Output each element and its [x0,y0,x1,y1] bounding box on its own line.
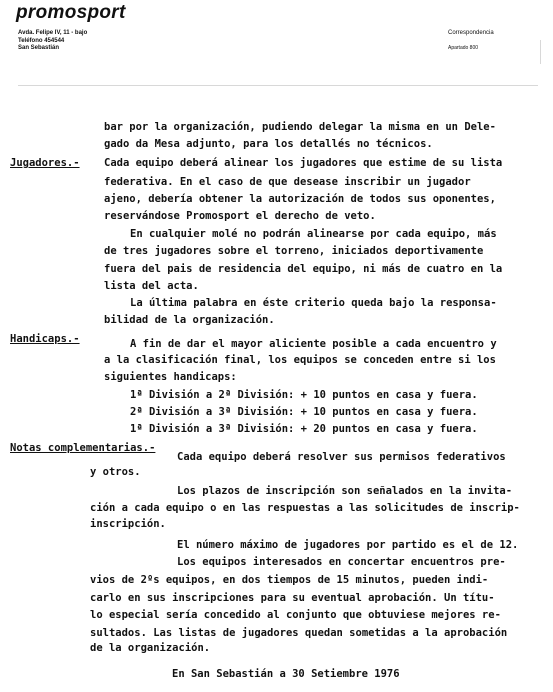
jugadores-line: lista del acta. [104,280,199,292]
intro-line: bar por la organización, pudiendo delegar la misma en un Dele- [104,121,496,133]
jugadores-line: Cada equipo deberá alinear los jugadores que estime de su lista [104,157,503,169]
letterhead-address [18,30,87,53]
address-line: San Sebastián [18,45,60,51]
notas-line: ción a cada equipo o en las respuestas a las solicitudes de inscrip- [90,502,520,514]
correspondence-block [448,30,494,52]
address-line: Avda. Felipe IV, 11 - bajo [18,30,88,36]
handicaps-line: A fin de dar el mayor aliciente posible a cada encuentro y [130,338,497,350]
handicaps-line: 1ª División a 2ª División: + 10 puntos en casa y fuera. [130,389,478,401]
notas-line: Cada equipo deberá resolver sus permisos federativos [177,451,506,463]
section-heading-handicaps: Handicaps.- [10,333,80,345]
notas-line: lo especial sería concedido al conjunto que obtuviese mejores re- [90,609,501,621]
notas-line: y otros. [90,466,141,478]
notas-line: vios de 2ºs equipos, en dos tiempos de 15 minutos, pueden indi- [90,574,489,586]
handicaps-line: 1ª División a 3ª División: + 20 puntos en casa y fuera. [130,423,478,435]
correspondence-label: Correspondencia [448,30,494,36]
jugadores-line: bilidad de la organización. [104,314,275,326]
notas-line: de la organización. [90,642,211,654]
notas-line: Los equipos interesados en concertar encuentros pre- [177,556,506,568]
handicaps-line: 2ª División a 3ª División: + 10 puntos en casa y fuera. [130,406,478,418]
jugadores-line: federativa. En el caso de que desease inscribir un jugador [104,176,471,188]
section-heading-jugadores: Jugadores.- [10,157,80,169]
jugadores-line: de tres jugadores sobre el torreno, iniciados deportivamente [104,245,484,257]
notas-line: carlo en sus inscripciones para su eventual aprobación. Un títu- [90,592,495,604]
section-heading-notas: Notas complementarias.- [10,442,156,454]
intro-line: gado da Mesa adjunto, para los detallés no técnicos. [104,138,433,150]
jugadores-line: ajeno, debería obtener la autorización de todos sus oponentes, [104,193,496,205]
promosport-logo: promosport [16,2,126,23]
handicaps-line: a la clasificación final, los equipos se conceden entre si los [104,354,496,366]
notas-line: inscripción. [90,518,166,530]
jugadores-line: fuera del pais de residencia del equipo, ni más de cuatro en la [104,263,503,275]
jugadores-line: La última palabra en éste criterio queda bajo la responsa- [130,297,497,309]
notas-line: El número máximo de jugadores por partido es el de 12. [177,539,519,551]
notas-line: sultados. Las listas de jugadores quedan sometidas a la aprobación [90,627,508,639]
jugadores-line: reservándose Promosport el derecho de veto. [104,210,376,222]
closing-line: En San Sebastián a 30 Setiembre 1976 [172,668,400,680]
notas-line: Los plazos de inscripción son señalados en la invita- [177,485,513,497]
correspondence-sub: Apartado 800 [448,44,479,51]
handicaps-line: siguientes handicaps: [104,371,237,383]
header-rule [18,85,538,86]
corner-rule [540,40,541,64]
jugadores-line: En cualquier molé no podrán alinearse por cada equipo, más [130,228,497,240]
address-line: Teléfono 454544 [18,37,65,44]
